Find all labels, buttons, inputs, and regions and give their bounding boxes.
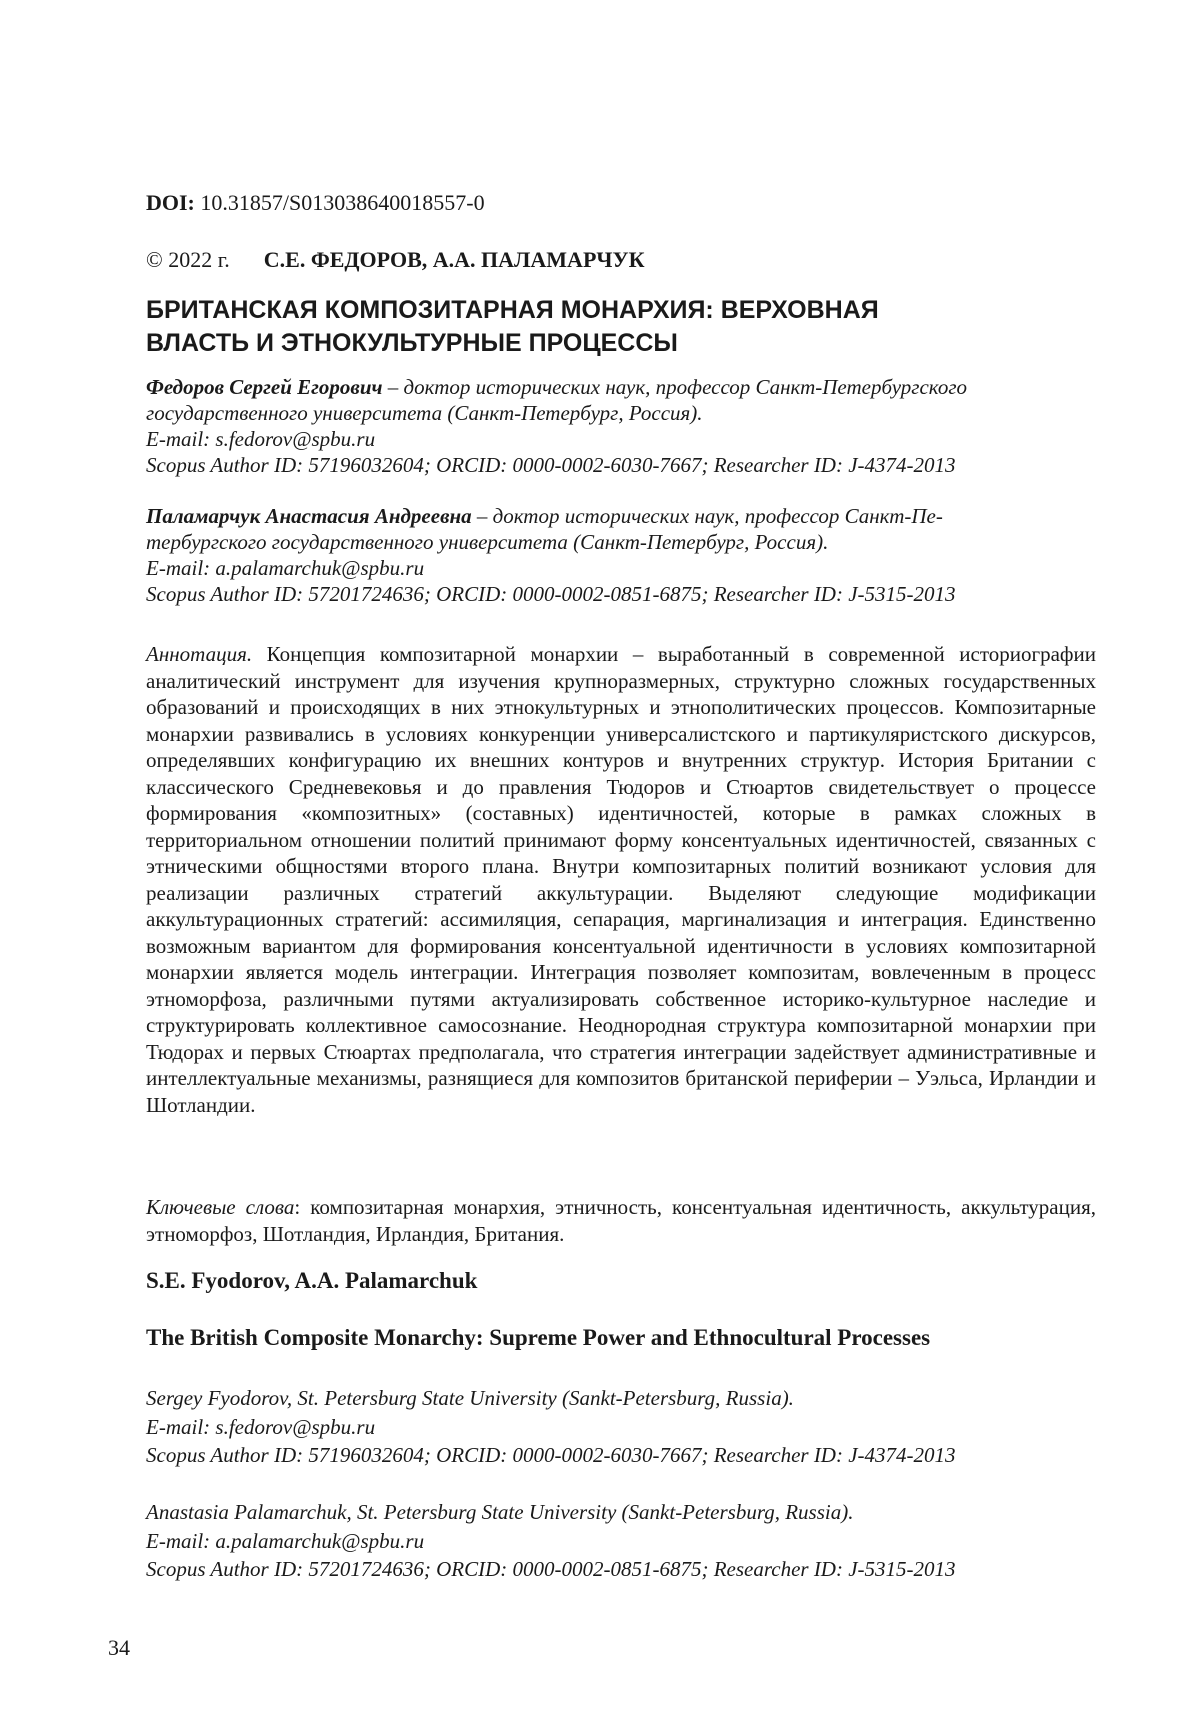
title-line-1: БРИТАНСКАЯ КОМПОЗИТАРНАЯ МОНАРХИЯ: ВЕРХОВНАЯ (146, 296, 879, 324)
keywords (146, 1194, 1096, 1248)
author-position: – доктор исторических наук, профессор Санкт-Петербургского (382, 375, 968, 399)
author-ids: Scopus Author ID: 57196032604; ORCID: 0000-0002-6030-7667; Researcher ID: J-4374-2013 (146, 453, 956, 477)
author-ids: Scopus Author ID: 57196032604; ORCID: 0000-0002-6030-7667; Researcher ID: J-4374-2013 (146, 1443, 956, 1467)
english-authors: S.E. Fyodorov, A.A. Palamarchuk (146, 1268, 478, 1293)
author-info-fedorov (146, 374, 1096, 478)
keywords-text: : композитарная монархия, этничность, консентуальная идентичность, аккультурация, этноморфоз, Шотландия, Ирландия, Британия. (146, 1195, 1096, 1246)
english-author-info-fyodorov (146, 1384, 1096, 1470)
author-ids: Scopus Author ID: 57201724636; ORCID: 0000-0002-0851-6875; Researcher ID: J-5315-2013 (146, 1557, 956, 1581)
abstract (146, 641, 1096, 1118)
keywords-label: Ключевые слова (146, 1195, 295, 1219)
author-email: E-mail: a.palamarchuk@spbu.ru (146, 1528, 425, 1553)
author-affiliation: Sergey Fyodorov, St. Petersburg State University (Sankt-Petersburg, Russia). (146, 1386, 794, 1410)
english-title: The British Composite Monarchy: Supreme Power and Ethnocultural Processes (146, 1325, 931, 1350)
doi-label: DOI: (146, 190, 195, 215)
author-email: E-mail: a.palamarchuk@spbu.ru (146, 556, 425, 580)
author-info-palamarchuk (146, 503, 1096, 607)
doi-value: 10.31857/S013038640018557-0 (200, 190, 485, 215)
author-affiliation: Anastasia Palamarchuk, St. Petersburg State University (Sankt-Petersburg, Russia). (146, 1500, 854, 1524)
author-email: E-mail: s.fedorov@spbu.ru (146, 427, 376, 451)
author-ids: Scopus Author ID: 57201724636; ORCID: 0000-0002-0851-6875; Researcher ID: J-5315-2013 (146, 582, 956, 606)
title-line-2: ВЛАСТЬ И ЭТНОКУЛЬТУРНЫЕ ПРОЦЕССЫ (146, 329, 678, 357)
copyright-year: © 2022 г. (146, 247, 230, 272)
abstract-text: Концепция композитарной монархии – выработанный в современной историографии аналитический инструмент для изучения крупноразмерных, структурно сложных государственных образований и происходящих в них этнокультурных и этнополитических процессов. Композитарные монархии развивались в условиях конкуренции универсалистского и партикуляристского дискурсов, определявших конфигурацию их внешних контуров и внутренних структур. История Британии с классического Средневековья и до правления Тюдоров и Стюартов свидетельствует о процессе формирования «композитных» (составных) идентичностей, которые в рамках сложных в территориальном отношении политий принимают форму консентуальных идентичностей, связанных с этническими общностями второго плана. Внутри композитарных политий возникают условия для реализации различных стратегий аккультурации. Выделяют следующие модификации аккультурационных стратегий: ассимиляция, сепарация, маргинализация и интеграция. Единственно возможным вариантом для формирования консентуальной идентичности в условиях композитарной монархии является модель интеграции. Интеграция позволяет композитам, вовлеченным в процесс этноморфоза, различными путями актуализировать собственное историко-культурное наследие и структурировать коллективное самосознание. Неоднородная структура композитарной монархии при Тюдорах и первых Стюартах предполагала, что стратегия интеграции задействует административные и интеллектуальные механизмы, разнящиеся для композитов британской периферии – Уэльса, Ирландии и Шотландии. (146, 642, 1096, 1117)
english-author-info-palamarchuk (146, 1498, 1096, 1584)
author-affiliation: тербургского государственного университета (Санкт-Петербург, Россия). (146, 530, 829, 554)
author-position: – доктор исторических наук, профессор Санкт-Пе- (471, 504, 943, 528)
article-title-ru (146, 294, 1066, 360)
author-email: E-mail: s.fedorov@spbu.ru (146, 1414, 376, 1439)
author-name: Паламарчук Анастасия Андреевна (146, 504, 472, 528)
author-name: Федоров Сергей Егорович (146, 375, 383, 399)
author-affiliation: государственного университета (Санкт-Петербург, Россия). (146, 401, 703, 425)
doi-line (146, 190, 485, 216)
abstract-label: Аннотация. (146, 642, 253, 666)
article-authors: С.Е. ФЕДОРОВ, А.А. ПАЛАМАРЧУК (263, 247, 645, 272)
page-number: 34 (108, 1635, 130, 1660)
copyright-line (146, 247, 645, 273)
